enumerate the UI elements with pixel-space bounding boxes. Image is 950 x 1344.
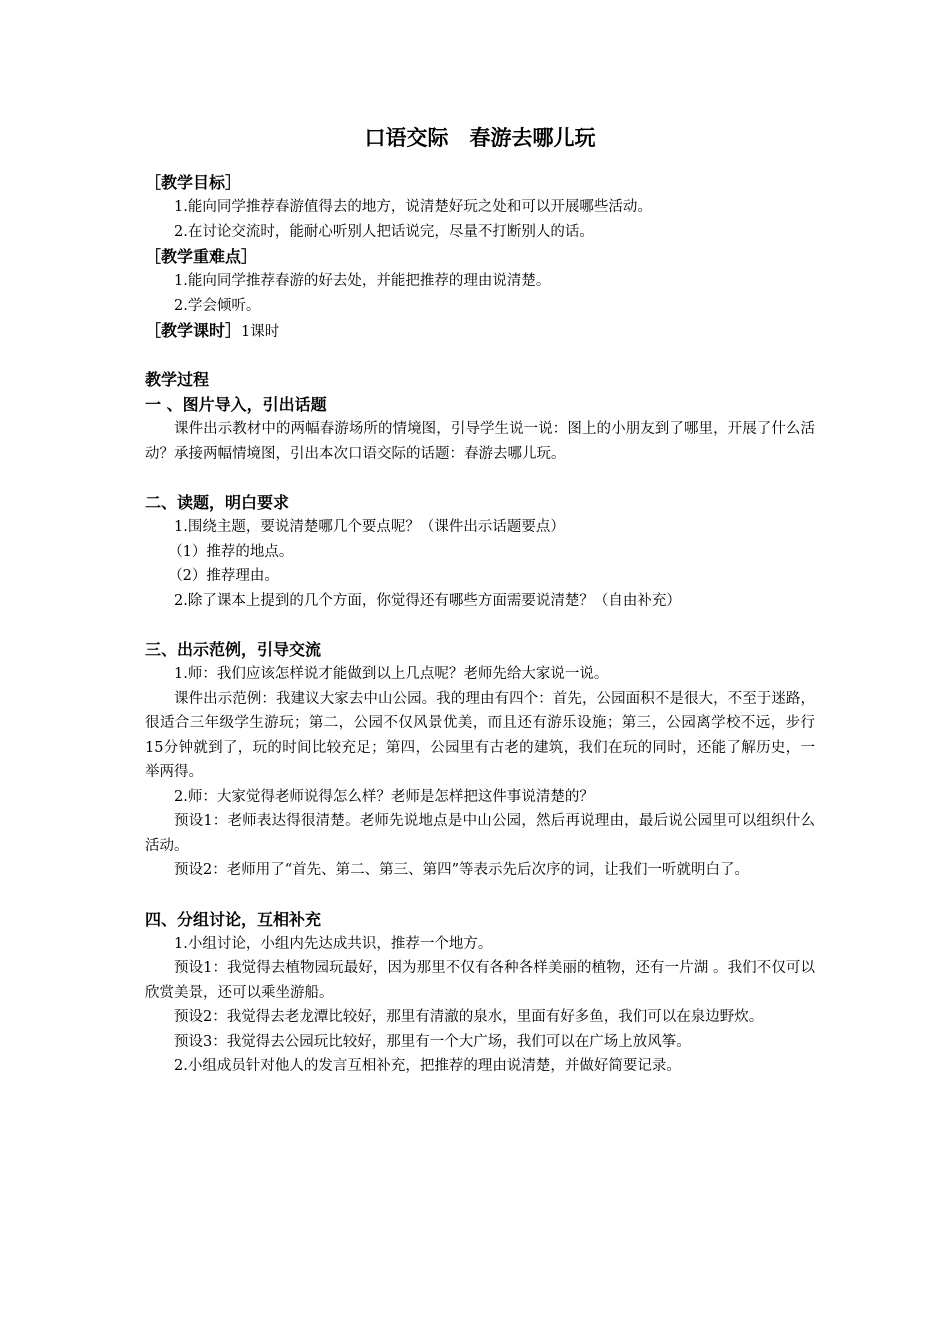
hours-value: 1课时 — [241, 324, 280, 340]
step-paragraph: 1.围绕主题，要说清楚哪几个要点呢？（课件出示话题要点） — [174, 519, 565, 535]
key-points-section — [145, 244, 815, 318]
process-step-3 — [145, 637, 815, 883]
step-paragraph: 课件出示范例：我建议大家去中山公园。我的理由有四个：首先，公园面积不是很大，不至于迷路，很适合三年级学生游玩；第二，公园不仅风景优美，而且还有游乐设施；第三，公园离学校不远，步行15分钟就到了，玩的时间比较充足；第四，公园里有古老的建筑，我们在玩的同时，还能了解历史，一举两得。 — [145, 690, 815, 780]
objective-item: 2.在讨论交流时，能耐心听别人把话说完，尽量不打断别人的话。 — [174, 223, 594, 240]
step-paragraph: 预设1：老师表达得很清楚。老师先说地点是中山公园，然后再说理由，最后说公园里可以组织什么活动。 — [145, 813, 815, 854]
process-step-1 — [145, 392, 815, 466]
step-paragraph: 1.师：我们应该怎样说才能做到以上几点呢？老师先给大家说一说。 — [174, 666, 609, 682]
hours-heading: ［教学课时］ — [145, 321, 242, 340]
step-heading: 二、读题，明白要求 — [145, 493, 290, 512]
process-section — [145, 367, 815, 1079]
process-step-4 — [145, 907, 815, 1079]
step-paragraph: （1）推荐的地点。 — [168, 543, 294, 560]
objective-item: 1.能向同学推荐春游值得去的地方，说清楚好玩之处和可以开展哪些活动。 — [174, 199, 652, 215]
step-paragraph: 2.除了课本上提到的几个方面，你觉得还有哪些方面需要说清楚？（自由补充） — [174, 592, 681, 609]
process-heading: 教学过程 — [145, 370, 210, 389]
objectives-heading: ［教学目标］ — [145, 173, 242, 192]
hours-line — [145, 318, 815, 345]
step-paragraph: 2.师：大家觉得老师说得怎么样？老师是怎样把这件事说清楚的？ — [174, 788, 594, 805]
document-page — [145, 120, 815, 1079]
page-title: 口语交际 春游去哪儿玩 — [364, 126, 596, 150]
process-step-2 — [145, 490, 815, 613]
step-heading: 三、出示范例，引导交流 — [145, 640, 322, 659]
step-heading: 四、分组讨论，互相补充 — [145, 909, 322, 929]
key-point-item: 1.能向同学推荐春游的好去处，并能把推荐的理由说清楚。 — [174, 273, 551, 289]
step-paragraph: 预设3：我觉得去公园玩比较好，那里有一个大广场，我们可以在广场上放风筝。 — [174, 1033, 691, 1050]
key-point-item: 2.学会倾听。 — [174, 297, 261, 314]
objectives-section — [145, 170, 815, 244]
step-paragraph: 预设1：我觉得去植物园玩最好，因为那里不仅有各种各样美丽的植物，还有一片湖 。我们不仅可以欣赏美景，还可以乘坐游船。 — [145, 960, 815, 1001]
step-paragraph: 预设2：老师用了“首先、第二、第三、第四”等表示先后次序的词，让我们一听就明白了。 — [174, 862, 750, 878]
step-paragraph: 课件出示教材中的两幅春游场所的情境图，引导学生说一说：图上的小朋友到了哪里，开展了什么活动？承接两幅情境图，引出本次口语交际的话题：春游去哪儿玩。 — [145, 421, 815, 462]
step-paragraph: 1.小组讨论，小组内先达成共识，推荐一个地方。 — [174, 935, 493, 952]
step-paragraph: 预设2：我觉得去老龙潭比较好，那里有清澈的泉水，里面有好多鱼，我们可以在泉边野炊。 — [174, 1009, 764, 1025]
key-points-heading: ［教学重难点］ — [145, 247, 258, 266]
step-heading: 一 、图片导入，引出话题 — [145, 395, 327, 414]
step-paragraph: （2）推荐理由。 — [168, 568, 279, 584]
step-paragraph: 2.小组成员针对他人的发言互相补充，把推荐的理由说清楚，并做好简要记录。 — [174, 1058, 681, 1074]
